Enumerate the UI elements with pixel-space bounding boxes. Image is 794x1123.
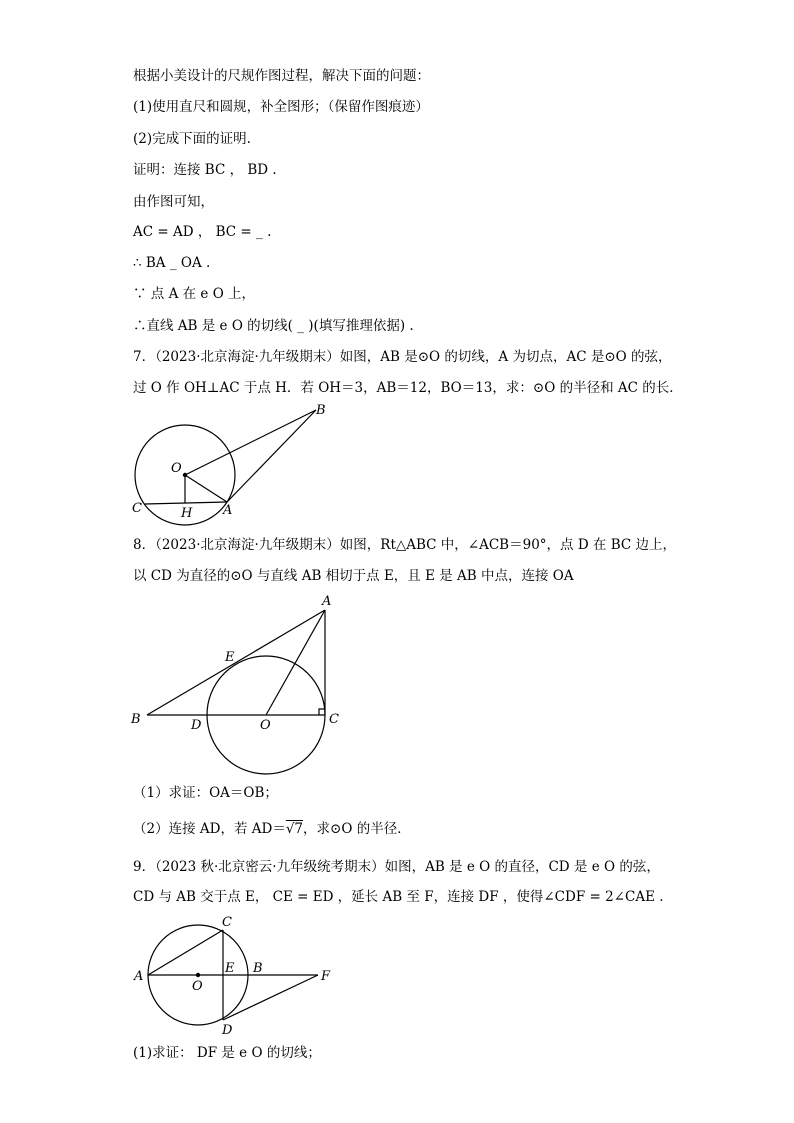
q9-sub1: (1)求证： DF 是 e O 的切线； bbox=[133, 1045, 321, 1061]
q8-sub2 bbox=[133, 820, 411, 838]
q7-center-dot bbox=[183, 473, 186, 476]
q6-part2: (2)完成下面的证明. bbox=[133, 131, 251, 147]
q6-intro: 根据小美设计的尺规作图过程，解决下面的问题： bbox=[133, 68, 430, 84]
q6-proof-line: AC = AD ， BC = _ . bbox=[133, 224, 272, 240]
q7-line2: 过 O 作 OH⊥AC 于点 H．若 OH＝3，AB＝12，BO＝13，求：⊙O 的半径和 AC 的长． bbox=[133, 380, 683, 396]
q8-label-d: D bbox=[191, 718, 202, 733]
q6-proof-line: 由作图可知， bbox=[133, 194, 214, 210]
q6-proof-line: ∵ 点 A 在 e O 上， bbox=[133, 286, 256, 302]
q9-label-e: E bbox=[225, 961, 235, 976]
q8-line1: 8．（2023·北京海淀·九年级期末）如图，Rt△ABC 中，∠ACB＝90°，点 D 在 BC 边上， bbox=[133, 537, 677, 553]
q7-label-c: C bbox=[132, 501, 142, 516]
q9-label-b: B bbox=[253, 961, 263, 976]
q8-label-o: O bbox=[260, 718, 271, 733]
q9-label-a: A bbox=[134, 969, 144, 984]
q8-figure bbox=[125, 590, 355, 785]
q9-label-o: O bbox=[192, 979, 203, 994]
q8-label-c: C bbox=[329, 712, 339, 727]
q7-tangent-ab bbox=[227, 410, 316, 502]
q7-label-b: B bbox=[316, 403, 326, 418]
q7-line1: 7．（2023·北京海淀·九年级期末）如图，AB 是⊙O 的切线，A 为切点，AC 是⊙O 的弦， bbox=[133, 349, 672, 365]
q8-side-ab bbox=[147, 610, 325, 715]
q8-label-b: B bbox=[131, 712, 141, 727]
q9-label-c: C bbox=[222, 915, 232, 930]
q9-segment-ac bbox=[148, 930, 223, 975]
q6-proof-line: 证明：连接 BC ， BD . bbox=[133, 162, 277, 178]
q6-proof-line: ∴ BA _ OA . bbox=[133, 255, 211, 271]
q7-chord-ca bbox=[145, 502, 227, 504]
q9-center-dot bbox=[196, 973, 199, 976]
q8-sub1: （1）求证：OA＝OB； bbox=[133, 785, 278, 801]
q8-label-a: A bbox=[322, 594, 332, 609]
q8-sub2-root: √7 bbox=[285, 821, 304, 837]
q7-segment-oa bbox=[185, 475, 227, 502]
q8-sub2-suffix: ，求⊙O 的半径． bbox=[303, 821, 411, 837]
q8-segment-oa bbox=[266, 610, 325, 715]
q6-part1: (1)使用直尺和圆规，补全图形；（保留作图痕迹） bbox=[133, 99, 429, 115]
q7-label-o: O bbox=[171, 461, 182, 476]
q8-sub2-prefix: （2）连接 AD，若 AD＝ bbox=[133, 821, 286, 837]
q8-label-e: E bbox=[225, 650, 235, 665]
q9-figure bbox=[128, 910, 338, 1040]
q9-line1: 9．（2023 秋·北京密云·九年级统考期末）如图，AB 是 e O 的直径，CD 是 e O 的弦， bbox=[133, 859, 660, 875]
q8-line2: 以 CD 为直径的⊙O 与直线 AB 相切于点 E，且 E 是 AB 中点，连接 OA bbox=[133, 568, 574, 584]
q9-label-f: F bbox=[321, 969, 331, 984]
q9-segment-df bbox=[223, 975, 318, 1020]
q6-proof-line: ∴直线 AB 是 e O 的切线( _ )(填写推理依据) . bbox=[133, 318, 414, 334]
q9-line2: CD 与 AB 交于点 E， CE = ED ，延长 AB 至 F，连接 DF ，使得∠CDF = 2∠CAE . bbox=[133, 889, 664, 905]
q7-label-h: H bbox=[181, 506, 193, 521]
q8-right-angle-mark bbox=[319, 709, 325, 715]
q7-segment-ob bbox=[185, 410, 316, 475]
q9-label-d: D bbox=[222, 1023, 233, 1038]
q7-figure bbox=[120, 400, 340, 525]
q7-label-a: A bbox=[223, 503, 233, 518]
